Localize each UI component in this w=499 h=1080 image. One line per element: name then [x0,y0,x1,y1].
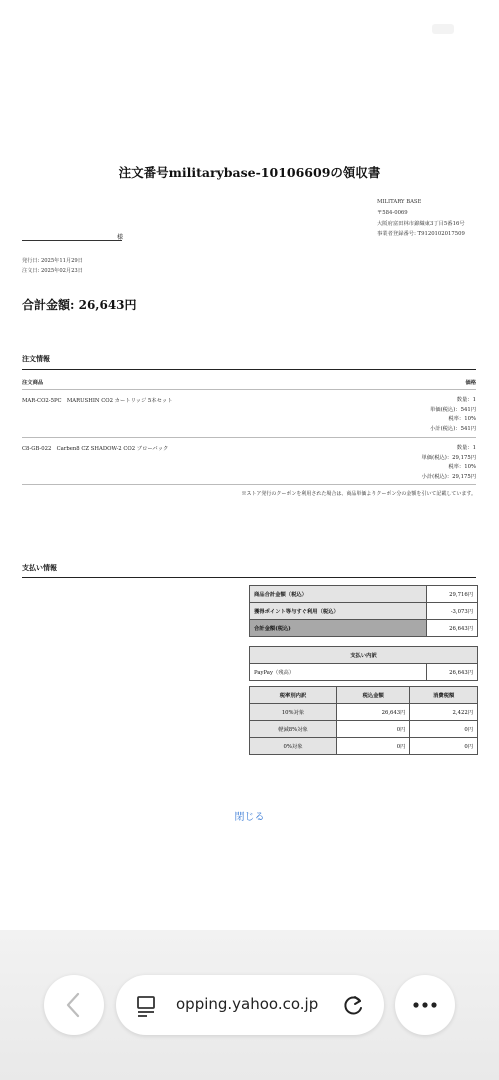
coupon-note: ※ストア発行のクーポンを利用された場合は、商品単価よりクーポン分の金額を引いて記載しています。 [241,491,476,497]
tabs-icon [136,995,158,1017]
order-item-subtotal: 小計(税込)：541円 [429,425,476,432]
payment-method-label: PayPay（残高） [250,664,427,681]
back-icon [44,975,104,1035]
recipient-suffix: 様 [117,234,124,241]
tax-header: 消費税額 [410,687,478,704]
order-item-qty: 数量：1 [456,397,476,403]
order-item-rule [22,437,476,438]
order-item-tax-rate: 税率：10% [448,464,476,470]
tax-breakdown-table [249,686,478,755]
payment-heading: 支払い情報 [22,563,57,572]
col-item-header: 注文商品 [22,380,44,386]
order-item-unit-price: 単価(税込)：29,175円 [421,454,476,461]
tax-amount-cell: 0円 [337,738,410,755]
order-item-price [350,396,476,434]
tax-rate-cell: 10%対象 [250,704,337,721]
tax-amount-cell: 0円 [337,721,410,738]
summary-value: 26,643円 [427,620,478,637]
table-row [250,647,478,664]
total-amount: 合計金額: 26,643円 [22,298,137,312]
order-item-subtotal: 小計(税込)：29,175円 [421,473,476,480]
order-heading: 注文情報 [22,354,50,363]
order-item-name: C8-GB-022 Carben8 CZ SHADOW-2 CO2 ブローバック [22,446,169,452]
table-row [250,664,478,681]
payment-breakdown-table [249,646,478,681]
order-heading-rule [22,369,476,370]
summary-value: 29,716円 [427,586,478,603]
order-date: 注文日: 2025年02月23日 [22,268,83,274]
recipient-line [22,240,122,241]
tax-header: 税込金額 [337,687,410,704]
seller-name: MILITARY BASE [377,199,422,205]
receipt-dates [22,256,83,276]
table-row [250,704,478,721]
tax-rate-cell: 0%対象 [250,738,337,755]
tax-tax-cell: 2,422円 [410,704,478,721]
order-item-qty: 数量：1 [456,445,476,451]
table-row [250,603,478,620]
url-text[interactable]: opping.yahoo.co.jp [176,995,319,1013]
seller-info [377,197,465,240]
order-item-unit-price: 単価(税込)：541円 [429,406,476,413]
tax-header: 税率別内訳 [250,687,337,704]
more-icon [395,975,455,1035]
order-item-price [350,444,476,482]
more-button[interactable] [395,975,455,1035]
tax-amount-cell: 26,643円 [337,704,410,721]
summary-label: 獲得ポイント等与すぐ利用（税込） [250,603,427,620]
seller-postal: 〒584-0069 [377,209,408,216]
tax-tax-cell: 0円 [410,738,478,755]
table-header-row [250,687,478,704]
order-item-rule [22,484,476,485]
table-row [250,620,478,637]
back-button[interactable] [44,975,104,1035]
col-price-header: 価格 [465,380,476,386]
table-row [250,738,478,755]
order-header-rule [22,389,476,390]
seller-registration: 事業者登録番号: T9120102017509 [377,231,465,238]
summary-value: -3,073円 [427,603,478,620]
table-row [250,721,478,738]
breakdown-title: 支払い内訳 [250,647,478,664]
summary-label: 合計金額(税込) [250,620,427,637]
payment-summary-table [249,585,478,637]
table-row [250,586,478,603]
address-bar[interactable] [116,975,384,1035]
summary-label: 商品合計金額（税込） [250,586,427,603]
order-item-tax-rate: 税率：10% [448,416,476,422]
receipt-title: 注文番号militarybase-10106609の領収書 [118,165,381,180]
tax-tax-cell: 0円 [410,721,478,738]
reload-icon[interactable] [342,993,366,1017]
close-link[interactable]: 閉じる [234,812,265,823]
payment-method-value: 26,643円 [427,664,478,681]
payment-heading-rule [22,577,476,578]
issue-date: 発行日: 2025年11月29日 [22,258,83,264]
order-item-name: MAR-CO2-5PC MARUSHIN CO2 カートリッジ 5本セット [22,398,173,404]
seller-address: 大阪府富田林市錦織東3丁目5番16号 [377,220,465,227]
status-indicator [432,24,454,34]
tax-rate-cell: 軽減8%対象 [250,721,337,738]
